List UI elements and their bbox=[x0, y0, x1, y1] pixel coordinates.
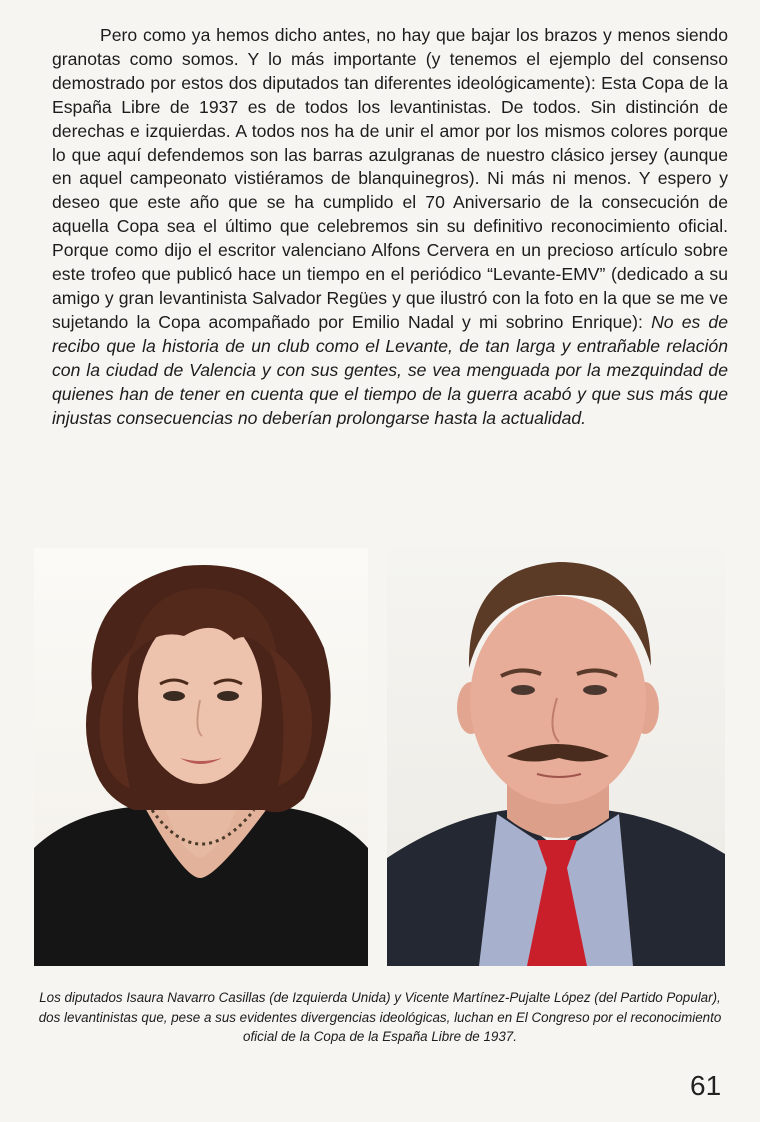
man-portrait-illustration bbox=[387, 548, 725, 966]
woman-portrait-illustration bbox=[34, 548, 368, 966]
photo-caption: Los diputados Isaura Navarro Casillas (de Izquierda Unida) y Vicente Martínez-Pujalte López (del Partido Popular), dos levantinistas que, pese a sus evidentes divergencias ideológicas, luchan en El Congreso por el reconocimiento oficial de la Copa de la España Libre de 1937. bbox=[38, 990, 722, 1045]
body-text-intro: Pero como ya hemos dicho antes, no hay que bajar los brazos y menos siendo granotas como somos. Y lo más importante (y tenemos el ejemplo del consenso demostrado por estos dos diputados tan diferentes ideológicamente): Esta Copa de la España Libre de 1937 es de todos los levantinistas. De todos. Sin distinción de derechas e izquierdas. A todos nos ha de unir el amor por los mismos colores porque lo que aquí defendemos son las barras azulgranas de nuestro clásico jersey (aunque en aquel campeonato vistiéramos de blanquinegros). Ni más ni menos. Y espero y deseo que este año que se ha cumplido el 70 Aniversario de la consecución de aquella Copa sea el último que celebremos sin su definitivo reconocimiento oficial. Porque como dijo el escritor valenciano Alfons Cervera en un precioso artículo sobre este trofeo que publicó hace un tiempo en el periódico “Levante-EMV” (dedicado a su amigo y gran levantinista Salvador Regües y que ilustró con la foto en la que se me ve sujetando la Copa acompañado por Emilio Nadal y mi sobrino Enrique): bbox=[52, 25, 728, 332]
photo-man-portrait bbox=[387, 548, 725, 966]
body-paragraph bbox=[52, 24, 728, 430]
photo-woman-portrait bbox=[34, 548, 368, 966]
page-number: 61 bbox=[690, 1070, 722, 1101]
body-quote: No es de recibo que la historia de un club como el Levante, de tan larga y entrañable relación con la ciudad de Valencia y con sus gentes, se vea menguada por la mezquindad de quienes han de tener en cuenta que el tiempo de la guerra acabó y que sus más que injustas consecuencias no deberían prolongarse hasta la actualidad. bbox=[52, 311, 728, 428]
